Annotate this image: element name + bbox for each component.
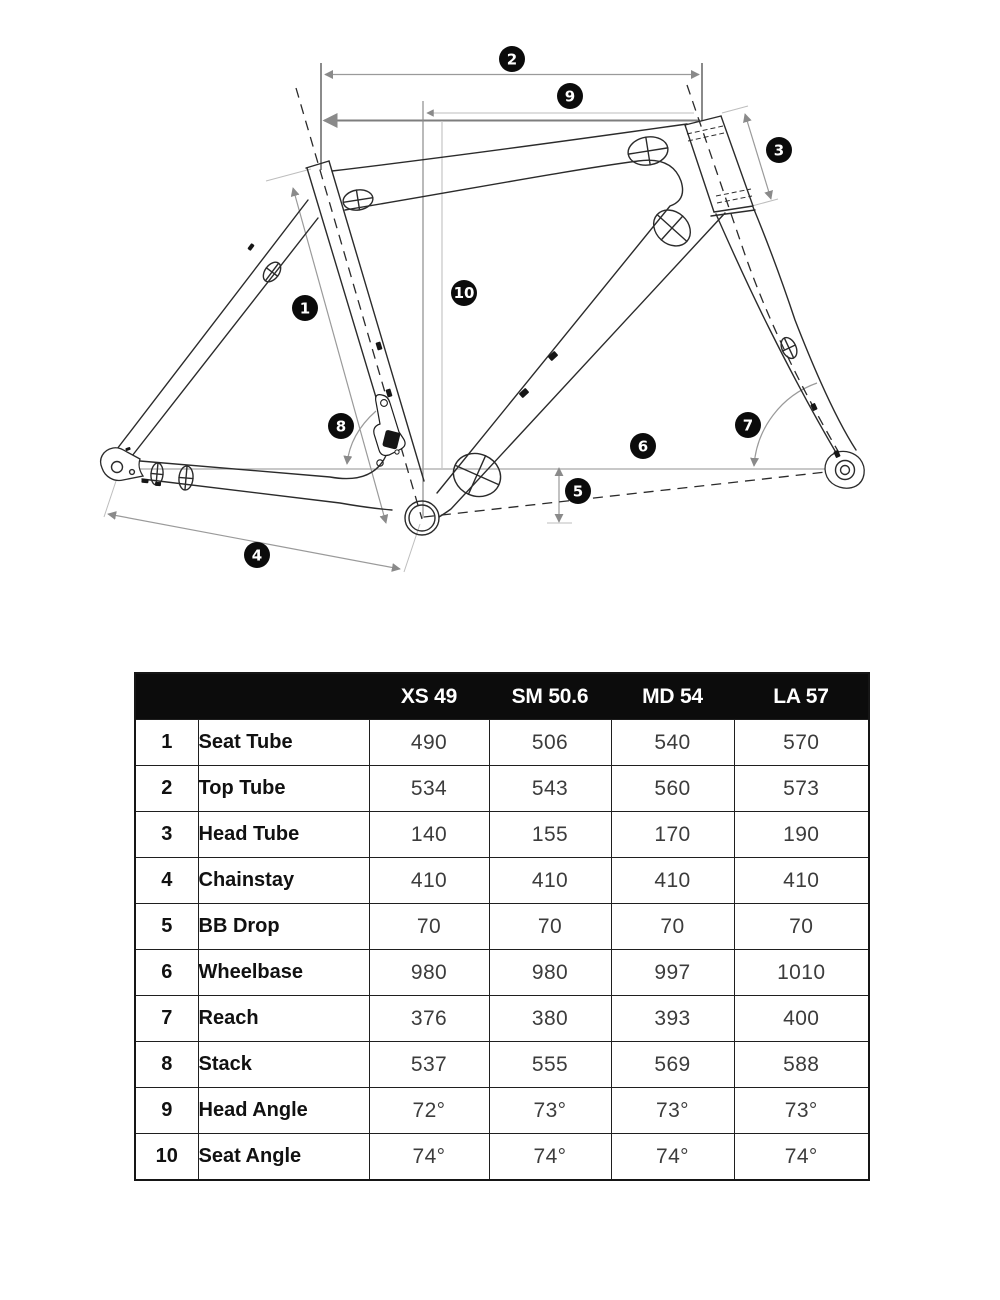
callout-4: [244, 542, 270, 568]
header-size-md: MD 54: [611, 673, 734, 720]
row-label: Head Angle: [198, 1088, 369, 1134]
svg-text:8: 8: [335, 417, 347, 436]
value-md: 74°: [611, 1134, 734, 1181]
value-md: 410: [611, 858, 734, 904]
callout-2: [499, 46, 525, 72]
value-md: 170: [611, 812, 734, 858]
row-number: 8: [135, 1042, 198, 1088]
row-number: 3: [135, 812, 198, 858]
value-md: 997: [611, 950, 734, 996]
row-number: 4: [135, 858, 198, 904]
value-la: 73°: [734, 1088, 869, 1134]
svg-text:2: 2: [506, 50, 518, 69]
value-la: 410: [734, 858, 869, 904]
row-number: 9: [135, 1088, 198, 1134]
value-md: 540: [611, 720, 734, 766]
table-row: [135, 1088, 869, 1134]
row-number: 5: [135, 904, 198, 950]
value-la: 573: [734, 766, 869, 812]
row-label: Wheelbase: [198, 950, 369, 996]
table-row: [135, 812, 869, 858]
value-xs: 140: [369, 812, 489, 858]
callout-8: [328, 413, 354, 439]
value-la: 1010: [734, 950, 869, 996]
geometry-table: [134, 672, 870, 1181]
row-number: 10: [135, 1134, 198, 1181]
header-size-xs: XS 49: [369, 673, 489, 720]
row-label: Head Tube: [198, 812, 369, 858]
callout-1: [292, 295, 318, 321]
value-xs: 376: [369, 996, 489, 1042]
value-xs: 490: [369, 720, 489, 766]
svg-text:6: 6: [637, 437, 649, 456]
value-xs: 72°: [369, 1088, 489, 1134]
row-number: 6: [135, 950, 198, 996]
row-number: 7: [135, 996, 198, 1042]
value-xs: 70: [369, 904, 489, 950]
row-label: BB Drop: [198, 904, 369, 950]
bb-axle-line: [424, 470, 844, 517]
row-number: 2: [135, 766, 198, 812]
value-md: 393: [611, 996, 734, 1042]
steerer-axis: [687, 85, 845, 463]
table-row: [135, 720, 869, 766]
table-header-row: [135, 673, 869, 720]
value-md: 73°: [611, 1088, 734, 1134]
table-row: [135, 858, 869, 904]
value-xs: 980: [369, 950, 489, 996]
tube-section-symbols: [150, 134, 800, 504]
value-sm: 555: [489, 1042, 611, 1088]
svg-text:10: 10: [453, 284, 475, 302]
value-sm: 74°: [489, 1134, 611, 1181]
value-xs: 410: [369, 858, 489, 904]
row-number: 1: [135, 720, 198, 766]
svg-text:4: 4: [251, 546, 263, 565]
row-label: Reach: [198, 996, 369, 1042]
value-xs: 537: [369, 1042, 489, 1088]
svg-text:1: 1: [299, 299, 311, 318]
table-row: [135, 1134, 869, 1181]
row-label: Seat Tube: [198, 720, 369, 766]
header-blank-num: [135, 673, 198, 720]
callout-9: [557, 83, 583, 109]
row-label: Top Tube: [198, 766, 369, 812]
table-row: [135, 766, 869, 812]
svg-text:7: 7: [742, 416, 754, 435]
value-md: 70: [611, 904, 734, 950]
callout-3: [766, 137, 792, 163]
value-xs: 534: [369, 766, 489, 812]
svg-text:3: 3: [773, 141, 785, 160]
callout-7: [735, 412, 761, 438]
value-md: 560: [611, 766, 734, 812]
callout-10: [451, 280, 477, 306]
value-sm: 980: [489, 950, 611, 996]
value-sm: 410: [489, 858, 611, 904]
value-md: 569: [611, 1042, 734, 1088]
header-size-la: LA 57: [734, 673, 869, 720]
callout-5: [565, 478, 591, 504]
axis-lines: [296, 85, 845, 519]
value-sm: 73°: [489, 1088, 611, 1134]
row-label: Stack: [198, 1042, 369, 1088]
value-la: 588: [734, 1042, 869, 1088]
table-row: [135, 1042, 869, 1088]
callout-6: [630, 433, 656, 459]
svg-text:5: 5: [572, 482, 584, 501]
row-label: Chainstay: [198, 858, 369, 904]
value-sm: 380: [489, 996, 611, 1042]
bike-frame-outline: [101, 116, 865, 535]
header-blank-label: [198, 673, 369, 720]
value-sm: 155: [489, 812, 611, 858]
derailleur-mount: [374, 395, 405, 467]
table-row: [135, 904, 869, 950]
value-la: 74°: [734, 1134, 869, 1181]
header-size-sm: SM 50.6: [489, 673, 611, 720]
value-sm: 70: [489, 904, 611, 950]
table-row: [135, 950, 869, 996]
value-sm: 543: [489, 766, 611, 812]
front-dropout: [825, 451, 864, 488]
value-la: 570: [734, 720, 869, 766]
table-row: [135, 996, 869, 1042]
value-xs: 74°: [369, 1134, 489, 1181]
value-sm: 506: [489, 720, 611, 766]
value-la: 70: [734, 904, 869, 950]
row-label: Seat Angle: [198, 1134, 369, 1181]
value-la: 400: [734, 996, 869, 1042]
frame-fittings: [125, 243, 841, 486]
svg-text:9: 9: [564, 87, 576, 106]
value-la: 190: [734, 812, 869, 858]
dimension-lines: [104, 63, 852, 572]
